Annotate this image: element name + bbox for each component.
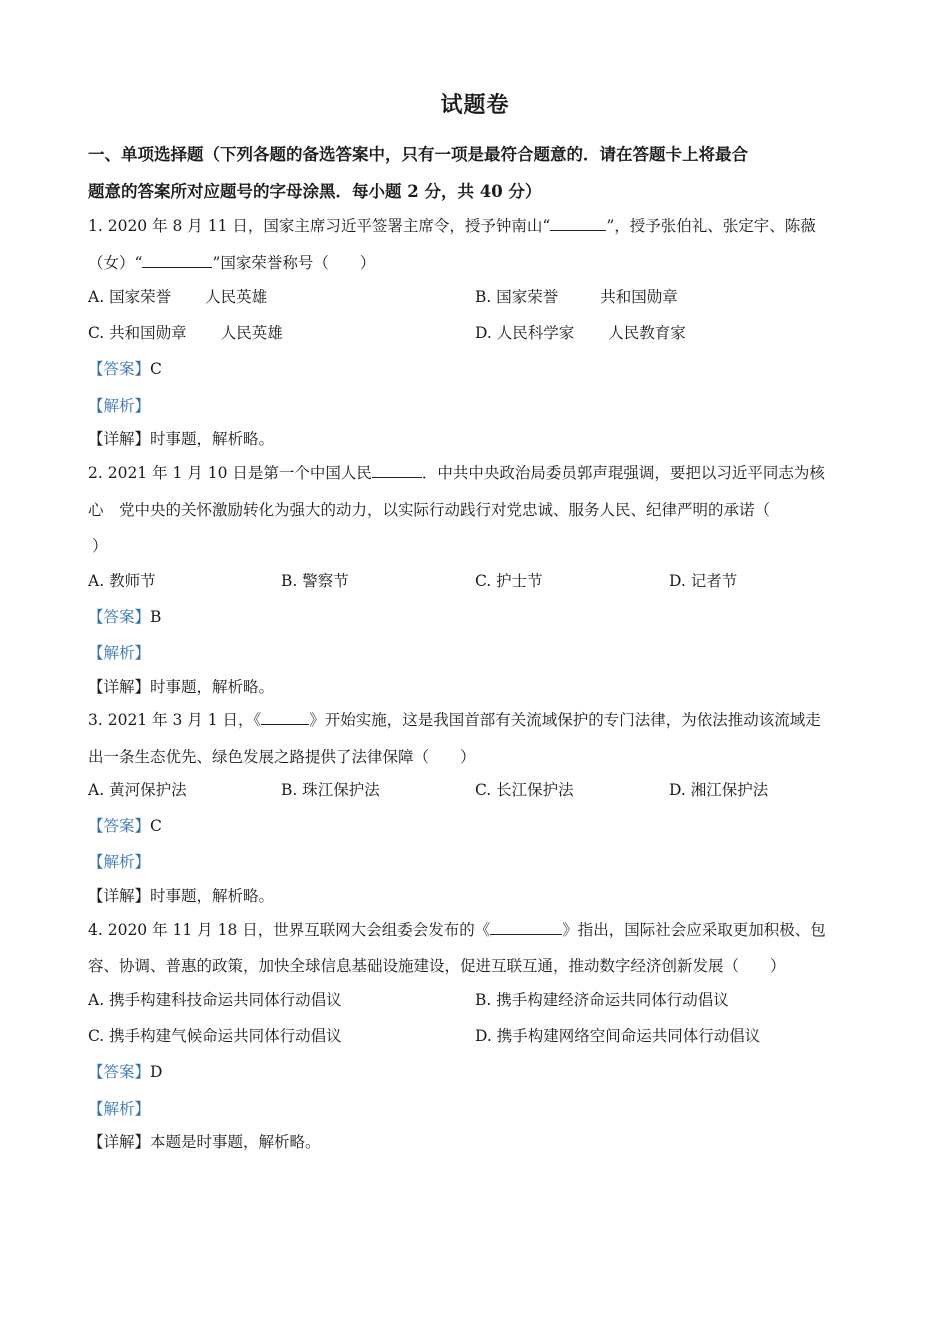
question-3-option-c: C. 长江保护法 bbox=[475, 781, 574, 799]
question-4-option-b: B. 携手构建经济命运共同体行动倡议 bbox=[475, 991, 729, 1009]
question-4-detail: 【详解】本题是时事题，解析略。 bbox=[88, 1133, 321, 1151]
question-4-answer: 【答案】D bbox=[88, 1063, 163, 1081]
section-heading-line-1: 一、单项选择题（下列各题的备选答案中，只有一项是最符合题意的．请在答题卡上将最合 bbox=[88, 145, 748, 164]
question-3-stem-line-1: 3. 2021 年 3 月 1 日，《 》开始实施，这是我国首部有关流域保护的专门法律，为依法推动该流域走 bbox=[88, 711, 821, 729]
question-1-option-d: D. 人民科学家 人民教育家 bbox=[475, 324, 686, 342]
page-title: 试题卷 bbox=[440, 92, 510, 118]
question-2-stem-line-1: 2. 2021 年 1 月 10 日是第一个中国人民 ．中共中央政治局委员郭声琨强调，要把以习近平同志为核 bbox=[88, 464, 825, 482]
question-4-option-c: C. 携手构建气候命运共同体行动倡议 bbox=[88, 1027, 342, 1045]
question-3-stem-line-2: 出一条生态优先、绿色发展之路提供了法律保障（ ） bbox=[88, 748, 476, 766]
section-heading-line-2: 题意的答案所对应题号的字母涂黑．每小题 2 分，共 40 分） bbox=[88, 182, 542, 201]
question-4-option-a: A. 携手构建科技命运共同体行动倡议 bbox=[88, 991, 342, 1009]
question-4-option-d: D. 携手构建网络空间命运共同体行动倡议 bbox=[475, 1027, 761, 1045]
question-2-option-b: B. 警察节 bbox=[281, 572, 349, 590]
question-2-option-c: C. 护士节 bbox=[475, 572, 543, 590]
question-1-option-a: A. 国家荣誉 人民英雄 bbox=[88, 288, 268, 306]
question-2-stem-line-3: ） bbox=[92, 537, 108, 555]
question-2-stem-line-2: 心 党中央的关怀激励转化为强大的动力，以实际行动践行对党忠诚、服务人民、纪律严明的承诺（ bbox=[88, 501, 771, 519]
question-1-stem-line-1: 1. 2020 年 8 月 11 日，国家主席习近平签署主席令，授予钟南山“ ”，授予张伯礼、张定宇、陈薇 bbox=[88, 217, 816, 235]
question-3-option-d: D. 湘江保护法 bbox=[669, 781, 769, 799]
question-4-stem-line-2: 容、协调、普惠的政策，加快全球信息基础设施建设，促进互联互通，推动数字经济创新发展（ ） bbox=[88, 957, 786, 975]
question-1-option-b: B. 国家荣誉 共和国勋章 bbox=[475, 288, 678, 306]
question-1-answer: 【答案】C bbox=[88, 360, 162, 378]
question-4-stem-line-1: 4. 2020 年 11 月 18 日，世界互联网大会组委会发布的《 》指出，国际社会应采取更加积极、包 bbox=[88, 921, 826, 939]
section-heading bbox=[88, 136, 868, 210]
question-2-answer: 【答案】B bbox=[88, 608, 162, 626]
question-2-detail: 【详解】时事题，解析略。 bbox=[88, 678, 275, 696]
question-3-analysis-label: 【解析】 bbox=[88, 853, 151, 871]
question-3-detail: 【详解】时事题，解析略。 bbox=[88, 887, 275, 905]
question-1-option-c: C. 共和国勋章 人民英雄 bbox=[88, 324, 283, 342]
question-3-option-b: B. 珠江保护法 bbox=[281, 781, 380, 799]
question-3-answer: 【答案】C bbox=[88, 817, 162, 835]
question-1-stem-line-2: （女）“ ”国家荣誉称号（ ） bbox=[88, 254, 376, 272]
question-2-option-d: D. 记者节 bbox=[669, 572, 738, 590]
question-1-detail: 【详解】时事题，解析略。 bbox=[88, 430, 275, 448]
question-2-option-a: A. 教师节 bbox=[88, 572, 156, 590]
question-1-analysis-label: 【解析】 bbox=[88, 397, 151, 415]
question-4-analysis-label: 【解析】 bbox=[88, 1100, 151, 1118]
question-3-option-a: A. 黄河保护法 bbox=[88, 781, 187, 799]
question-2-analysis-label: 【解析】 bbox=[88, 644, 151, 662]
